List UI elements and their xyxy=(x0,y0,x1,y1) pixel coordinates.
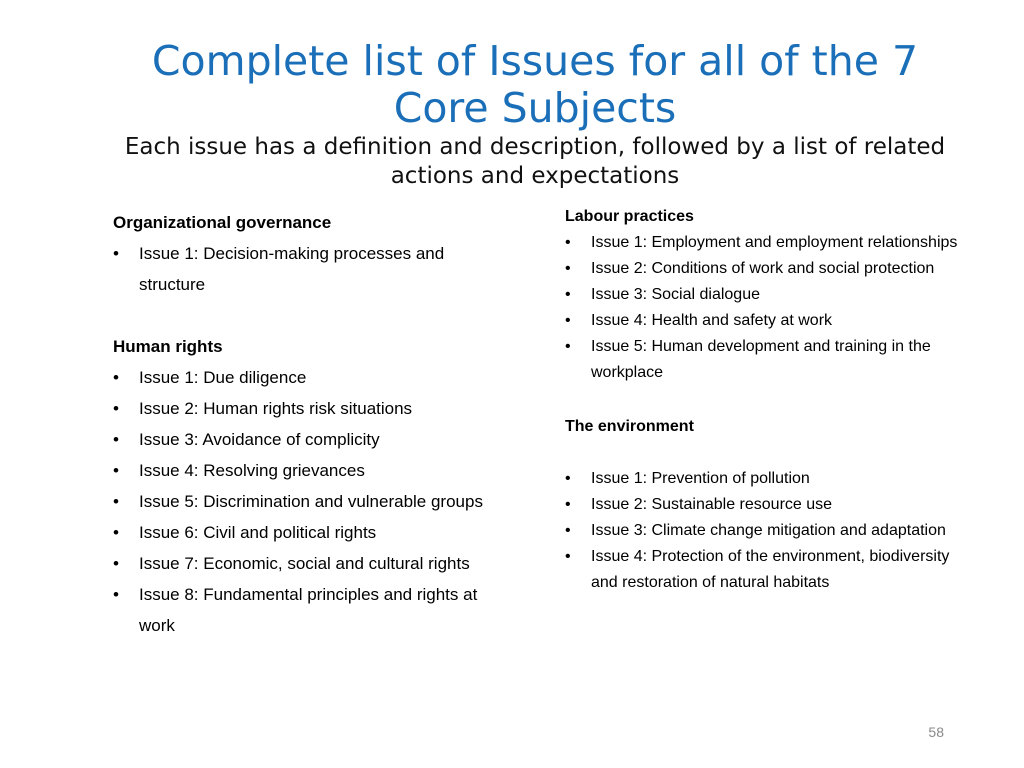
spacer xyxy=(565,440,965,466)
list-item: • Issue 8: Fundamental principles and rights at work xyxy=(113,579,513,641)
list-item: • Issue 6: Civil and political rights xyxy=(113,517,513,548)
list-item: • Issue 4: Protection of the environment, biodiversity and restoration of natural habitats xyxy=(565,544,965,596)
org-governance-heading: Organizational governance xyxy=(113,213,332,232)
list-item: • Issue 1: Decision-making processes and structure xyxy=(113,238,513,300)
list-item: • Issue 5: Discrimination and vulnerable groups xyxy=(113,486,513,517)
human-rights-list xyxy=(113,362,513,641)
list-item: • Issue 2: Sustainable resource use xyxy=(565,492,965,518)
list-item: • Issue 3: Climate change mitigation and adaptation xyxy=(565,518,965,544)
org-governance-list xyxy=(113,238,513,300)
list-item: • Issue 3: Avoidance of complicity xyxy=(113,424,513,455)
list-item: • Issue 2: Conditions of work and social protection xyxy=(565,256,965,282)
list-item: • Issue 5: Human development and training in the workplace xyxy=(565,334,965,386)
list-item: • Issue 1: Due diligence xyxy=(113,362,513,393)
spacer xyxy=(113,300,513,331)
list-item: • Issue 1: Employment and employment relationships xyxy=(565,230,965,256)
right-column xyxy=(565,204,965,596)
spacer xyxy=(565,386,965,414)
list-item: • Issue 4: Resolving grievances xyxy=(113,455,513,486)
human-rights-heading: Human rights xyxy=(113,337,223,356)
labour-practices-list xyxy=(565,230,965,386)
list-item: • Issue 3: Social dialogue xyxy=(565,282,965,308)
labour-practices-heading: Labour practices xyxy=(565,208,694,225)
list-item: • Issue 2: Human rights risk situations xyxy=(113,393,513,424)
list-item: • Issue 7: Economic, social and cultural rights xyxy=(113,548,513,579)
page-number: 58 xyxy=(928,724,944,740)
environment-list xyxy=(565,466,965,596)
left-column xyxy=(113,207,513,641)
slide-title: Complete list of Issues for all of the 7 Core Subjects xyxy=(151,37,919,132)
list-item: • Issue 4: Health and safety at work xyxy=(565,308,965,334)
environment-heading: The environment xyxy=(565,418,694,435)
slide-subtitle: Each issue has a definition and description, followed by a list of related actions and expectations xyxy=(124,134,946,189)
list-item: • Issue 1: Prevention of pollution xyxy=(565,466,965,492)
